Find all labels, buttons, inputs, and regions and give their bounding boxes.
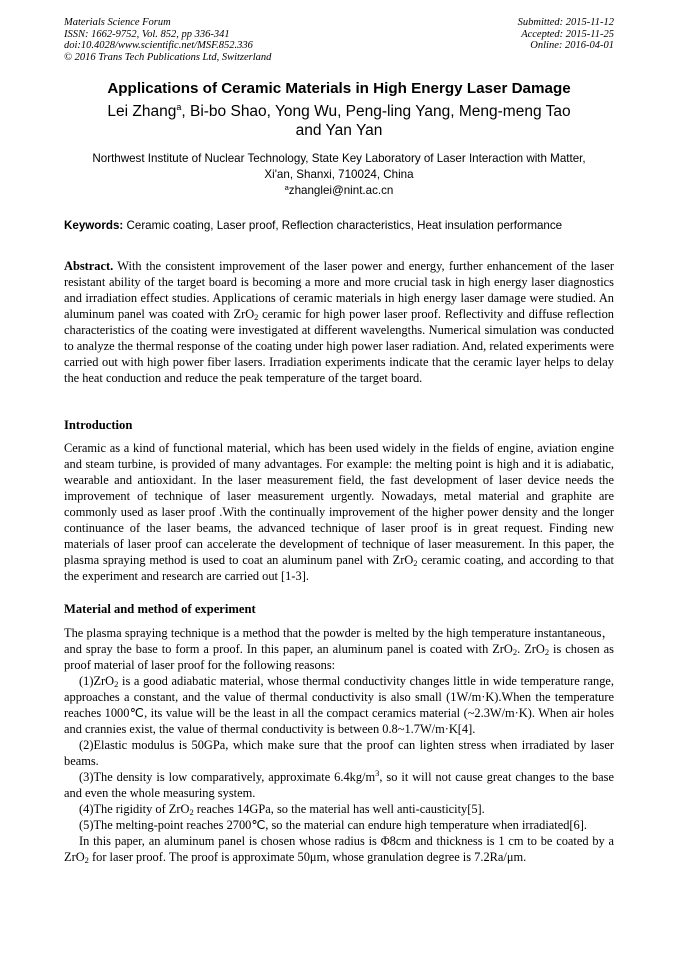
affiliation	[64, 151, 614, 183]
author-list	[60, 102, 618, 140]
abstract-sub-1: 2	[254, 312, 259, 322]
first-author-mark: a	[176, 102, 182, 112]
keywords	[64, 219, 614, 232]
material-p7-sub-1: 2	[84, 855, 89, 865]
material-p2-text-1: (1)ZrO	[79, 674, 115, 688]
material-p1-text-3: is chosen as proof material of laser proof for the following reasons:	[64, 642, 614, 672]
material-p1-sub-1: 2	[512, 647, 518, 657]
material-p5-sub-1: 2	[189, 807, 194, 817]
journal-copyright: © 2016 Trans Tech Publications Ltd, Switzerland	[64, 51, 272, 63]
journal-issn: ISSN: 1662-9752, Vol. 852, pp 336-341	[64, 28, 230, 40]
material-p7-text-2: for laser proof. The proof is approximate 50μm, whose granulation degree is 7.2Ra/μm.	[88, 850, 527, 864]
material-p5-text-1: (4)The rigidity of ZrO	[79, 802, 190, 816]
material-body	[64, 625, 614, 865]
journal-name: Materials Science Forum	[64, 17, 171, 28]
material-p7-text-1: In this paper, an aluminum panel is chosen whose radius is Φ8cm and thickness is 1 cm to be coated by a ZrO	[64, 834, 614, 864]
abstract-text-1: With the consistent improvement of the laser power and energy, further enhancement of the laser resistant ability of the target board is becoming a more and more crucial task in high energy laser diagnostics and irradiation effect studies. Applications of ceramic materials in high energy laser damage were studied. An aluminum panel was coated with ZrO	[64, 259, 614, 321]
material-p1-text-2: . ZrO	[517, 642, 545, 656]
abstract-paragraph	[64, 258, 614, 386]
submitted-date: Submitted: 2015-11-12	[517, 17, 614, 28]
material-p4-text-2: , so it will not cause great changes to the base and even the whole measuring system.	[64, 770, 614, 800]
material-paragraph-4	[64, 769, 614, 801]
coauthors-line1: , Bi-bo Shao, Yong Wu, Peng-ling Yang, Meng-meng Tao	[181, 103, 571, 120]
material-paragraph-6: (5)The melting-point reaches 2700℃, so the material can endure high temperature when irradiated[6].	[79, 818, 587, 832]
material-paragraph-1	[64, 625, 614, 673]
abstract-text-2: ceramic for high power laser proof. Reflectivity and diffuse reflection characteristics of the coating were investigated at different wavelengths. Numerical simulation was conducted to analyze the thermal response of the coating under high power laser radiation. And, related experiments were carried out with high power fiber lasers. Irradiation experiments indicate that the ceramic layer helps to delay the heat conduction and reduce the peak temperature of the target board.	[64, 307, 615, 385]
introduction-text-1: Ceramic as a kind of functional material, which has been used widely in the fields of engine, aviation engine and steam turbine, is provided of many advantages. For example: the melting point is high and it is adiabatic, wearable and antioxidant. In the laser measurement field, the fast development of laser device needs the improvement of technique of laser measurement urgently. Nowadays, metal material and graphite are commonly used as laser proof .With the continually improvement of the higher power density and the longer continuance of the laser beams, the advanced technique of laser proof is in great request. Finding new materials of laser proof can accelerate the development of technique of laser measurement. In this paper, the plasma spraying method is used to coat an aluminum panel with ZrO	[64, 441, 614, 567]
journal-info	[64, 17, 271, 63]
material-p5-text-2: reaches 14GPa, so the material has well anti-causticity[5].	[193, 802, 485, 816]
coauthors-line2: and Yan Yan	[295, 122, 383, 139]
paper-title: Applications of Ceramic Materials in High Energy Laser Damage	[107, 80, 571, 97]
material-paragraph-3: (2)Elastic modulus is 50GPa, which make sure that the proof can lighten stress when irradiated by laser beams.	[64, 738, 614, 768]
journal-doi: doi:10.4028/www.scientific.net/MSF.852.336	[64, 40, 253, 52]
submission-dates	[518, 17, 614, 52]
material-paragraph-2	[64, 673, 614, 737]
introduction-sub-1: 2	[413, 558, 418, 568]
author-email	[64, 184, 614, 197]
introduction-paragraph	[64, 440, 614, 584]
material-paragraph-5	[64, 801, 614, 817]
abstract-label: Abstract.	[64, 259, 114, 273]
material-p4-text-1: (3)The density is low comparatively, approximate 6.4kg/m	[79, 770, 376, 784]
keywords-label: Keywords:	[64, 219, 124, 232]
first-author: Lei Zhang	[107, 103, 177, 120]
keywords-text: Ceramic coating, Laser proof, Reflection characteristics, Heat insulation performance	[123, 219, 563, 232]
material-p1-text-1: The plasma spraying technique is a method that the powder is melted by the high temperature instantaneous，and spray the base to form a proof. In this paper, an aluminum panel is coated with ZrO	[64, 626, 614, 656]
material-p1-sub-2: 2	[544, 647, 550, 657]
email-mark: a	[284, 183, 289, 192]
affiliation-line2: Xi'an, Shanxi, 710024, China	[264, 168, 414, 181]
material-paragraph-7	[64, 833, 614, 865]
introduction-heading: Introduction	[64, 418, 133, 432]
material-heading: Material and method of experiment	[64, 602, 256, 616]
online-date: Online: 2016-04-01	[530, 40, 614, 52]
material-p2-text-2: is a good adiabatic material, whose thermal conductivity changes little in wide temperature range, approaches a constant, and the value of thermal conductivity is also small (1W/m·K).When the temperature reaches 1000℃, its value will be the least in all the compact ceramics material (~2.3W/m·K). When air holes and crannies exist, the value of thermal conductivity is between 0.8~1.7W/m·K[4].	[64, 674, 614, 736]
accepted-date: Accepted: 2015-11-25	[521, 28, 614, 40]
introduction-text-2: ceramic coating, and according to that the experiment and research are carried out [1-3].	[64, 553, 614, 583]
material-p2-sub-1: 2	[114, 679, 119, 689]
affiliation-line1: Northwest Institute of Nuclear Technology, State Key Laboratory of Laser Interaction with Matter,	[92, 152, 586, 165]
email-address[interactable]: zhanglei@nint.ac.cn	[288, 184, 394, 197]
material-p4-sup: 3	[375, 768, 380, 778]
